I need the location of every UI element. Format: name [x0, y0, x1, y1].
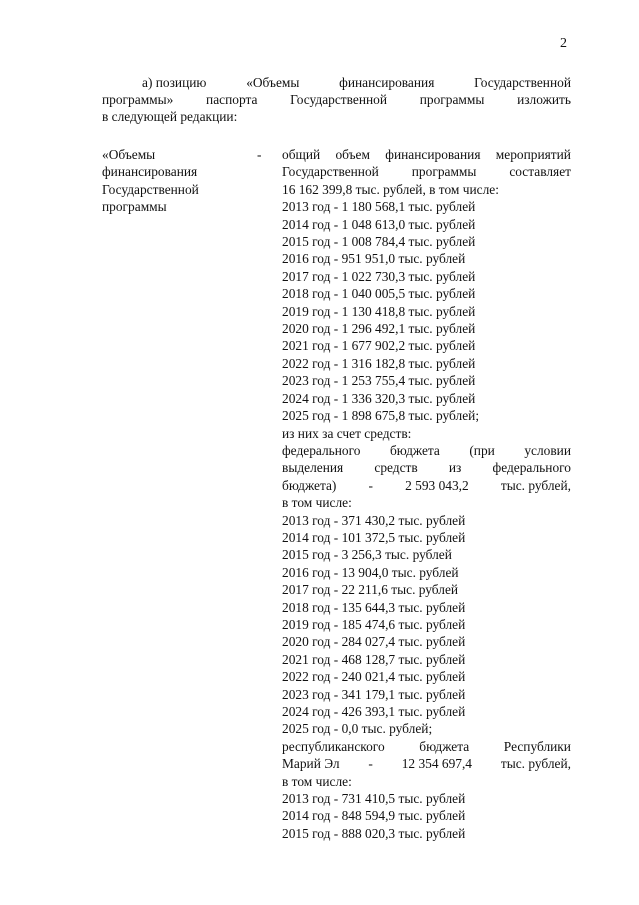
year-amount-line: 2020 год - 1 296 492,1 тыс. рублей: [282, 321, 476, 337]
federal-word: федерального: [282, 442, 361, 458]
year-amount-line: 2023 год - 341 179,1 тыс. рублей: [282, 686, 466, 702]
year-amount-line: 2024 год - 426 393,1 тыс. рублей: [282, 704, 466, 719]
total-years-list: [282, 198, 571, 424]
federal-word: федерального: [492, 460, 571, 476]
federal-including: в том числе:: [282, 495, 352, 511]
republican-dash: -: [368, 756, 373, 772]
intro-line-3: в следующей редакции:: [102, 109, 238, 125]
year-amount-line: 2015 год - 3 256,3 тыс. рублей: [282, 547, 452, 563]
intro-word: паспорта: [206, 92, 258, 108]
republican-word: республиканского: [282, 738, 385, 754]
funding-description: [282, 146, 571, 842]
label-line: Государственной: [102, 181, 199, 197]
total-line-1: [282, 146, 571, 163]
republican-years-list: [282, 790, 571, 842]
year-amount-line: 2022 год - 1 316 182,8 тыс. рублей: [282, 355, 476, 371]
label-dash: -: [257, 147, 262, 162]
year-amount-line: 2024 год - 1 336 320,3 тыс. рублей: [282, 390, 476, 406]
year-amount-line: 2025 год - 0,0 тыс. рублей;: [282, 721, 433, 737]
federal-word: средств: [374, 460, 418, 476]
federal-word: условии: [524, 442, 571, 458]
total-word: Государственной: [282, 164, 379, 180]
federal-line-1: [282, 442, 571, 459]
federal-years-list: [282, 512, 571, 738]
intro-word: «Объемы: [246, 75, 300, 90]
intro-word: программы: [419, 92, 485, 108]
year-amount-line: 2013 год - 371 430,2 тыс. рублей: [282, 512, 466, 528]
page-number: 2: [560, 36, 567, 51]
republican-unit: тыс. рублей,: [500, 756, 571, 772]
republican-line-2: [282, 755, 571, 772]
year-amount-line: 2014 год - 1 048 613,0 тыс. рублей: [282, 216, 476, 232]
total-line-2: [282, 163, 571, 180]
federal-word: выделения: [282, 460, 344, 476]
intro-line-1: [102, 74, 571, 91]
intro-word: финансирования: [339, 75, 435, 90]
year-amount-line: 2021 год - 1 677 902,2 тыс. рублей: [282, 338, 476, 354]
total-word: составляет: [509, 164, 571, 180]
federal-word: из: [448, 460, 462, 476]
label-line: программы: [102, 199, 167, 215]
year-amount-line: 2022 год - 240 021,4 тыс. рублей: [282, 669, 466, 685]
republican-including: в том числе:: [282, 773, 352, 789]
republican-word: бюджета: [419, 738, 470, 754]
position-label: [102, 146, 252, 216]
intro-paragraph: [102, 74, 571, 126]
intro-word: а) позицию: [142, 75, 207, 90]
year-amount-line: 2021 год - 468 128,7 тыс. рублей: [282, 651, 466, 667]
year-amount-line: 2018 год - 1 040 005,5 тыс. рублей: [282, 286, 476, 302]
intro-word: Государственной: [290, 92, 388, 108]
federal-line-3: [282, 477, 571, 494]
year-amount-line: 2016 год - 13 904,0 тыс. рублей: [282, 564, 459, 580]
federal-word: бюджета): [282, 477, 337, 493]
total-word: общий: [282, 147, 321, 162]
republican-word: Марий Эл: [282, 756, 340, 772]
total-amount: 16 162 399,8 тыс. рублей, в том числе:: [282, 181, 499, 197]
total-word: финансирования: [385, 147, 481, 162]
total-word: программы: [411, 164, 477, 180]
republican-line-1: [282, 738, 571, 755]
intro-word: изложить: [517, 92, 571, 108]
republican-word: Республики: [503, 738, 571, 754]
federal-line-2: [282, 459, 571, 476]
year-amount-line: 2018 год - 135 644,3 тыс. рублей: [282, 599, 466, 615]
year-amount-line: 2016 год - 951 951,0 тыс. рублей: [282, 251, 466, 267]
federal-word: (при: [469, 442, 495, 458]
intro-line-2: [102, 91, 571, 108]
sources-intro: из них за счет средств:: [282, 425, 412, 441]
intro-word: программы»: [102, 92, 174, 108]
year-amount-line: 2019 год - 185 474,6 тыс. рублей: [282, 616, 466, 632]
federal-unit: тыс. рублей,: [500, 477, 571, 493]
federal-amount: 2 593 043,2: [405, 477, 469, 493]
label-line: «Объемы: [102, 147, 156, 162]
year-amount-line: 2017 год - 22 211,6 тыс. рублей: [282, 582, 459, 598]
year-amount-line: 2014 год - 848 594,9 тыс. рублей: [282, 808, 466, 824]
year-amount-line: 2019 год - 1 130 418,8 тыс. рублей: [282, 303, 476, 319]
year-amount-line: 2013 год - 731 410,5 тыс. рублей: [282, 791, 466, 807]
intro-word: Государственной: [474, 75, 571, 90]
year-amount-line: 2025 год - 1 898 675,8 тыс. рублей;: [282, 408, 480, 424]
total-word: объем: [335, 147, 370, 162]
federal-dash: -: [368, 477, 373, 493]
year-amount-line: 2015 год - 888 020,3 тыс. рублей: [282, 825, 466, 841]
total-word: мероприятий: [495, 147, 571, 162]
year-amount-line: 2020 год - 284 027,4 тыс. рублей: [282, 634, 466, 650]
label-line: финансирования: [102, 164, 198, 180]
year-amount-line: 2015 год - 1 008 784,4 тыс. рублей: [282, 234, 476, 250]
year-amount-line: 2023 год - 1 253 755,4 тыс. рублей: [282, 373, 476, 389]
federal-word: бюджета: [389, 442, 440, 458]
year-amount-line: 2013 год - 1 180 568,1 тыс. рублей: [282, 199, 476, 215]
year-amount-line: 2017 год - 1 022 730,3 тыс. рублей: [282, 268, 476, 284]
republican-amount: 12 354 697,4: [401, 756, 473, 772]
year-amount-line: 2014 год - 101 372,5 тыс. рублей: [282, 529, 466, 545]
